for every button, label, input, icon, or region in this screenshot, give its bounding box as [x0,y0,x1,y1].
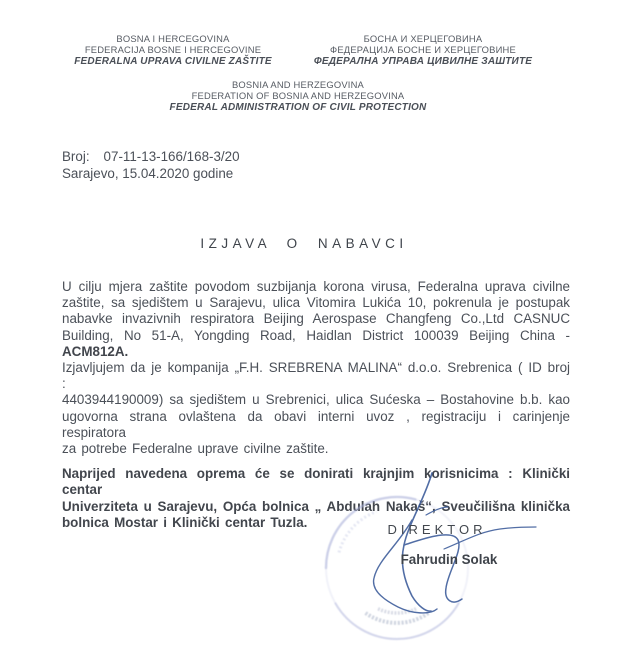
paragraph-declaration [62,360,570,457]
paragraph-line: zaštite, sa sjedištem u Sarajevu, ulica Vitomira Lukića 10, pokrenula je postupak [62,295,570,311]
header-english [168,79,428,114]
reference-number-value: 07-11-13-166/168-3/20 [103,149,240,164]
header-line: ФЕДЕРАЦИЈА БОСНЕ И ХЕРЦЕГОВИНЕ [330,44,516,56]
document-meta [62,149,240,183]
place-and-date: Sarajevo, 15.04.2020 godine [62,165,234,181]
header-line: FEDERALNA UPRAVA CIVILNE ZAŠTITE [74,56,272,68]
header-line: ФЕДЕРАЛНА УПРАВА ЦИВИЛНЕ ЗАШТИТЕ [313,56,533,68]
header-bosnian [43,33,303,68]
respirator-model: ACM812A. [62,343,129,359]
paragraph-line: Naprijed navedena oprema će se donirati krajnjim korisnicima : Klinički centar [62,466,570,498]
paragraph-line: nabavke invazivnih respiratora Beijing Aerospase Changfeng Co.,Ltd CASNUC [62,311,570,327]
paragraph-line: U cilju mjera zaštite povodom suzbijanja korona virusa, Federalna uprava civilne [62,279,570,294]
paragraph-line: Building, No 51-A, Yongding Road, Haidlan District 100039 Beijing China - [62,327,570,343]
header-cyrillic [293,33,553,68]
header-line: БОСНА И ХЕРЦЕГОВИНА [363,33,483,44]
header-line: FEDERATION OF BOSNIA AND HERZEGOVINA [191,90,405,102]
reference-number [62,149,240,166]
paragraph-line: 4403944190009) sa sjedištem u Srebrenici, ulica Sućeska – Bostahovine b.b. kao [62,392,570,408]
header-line: BOSNIA AND HERZEGOVINA [231,79,365,90]
paragraph-line: ugovorna strana ovlaštena da obavi interni uvoz , registraciju i carinjenje respiratora [62,408,570,440]
header-line: FEDERACIJA BOSNE I HERCEGOVINE [84,44,262,56]
paragraph-procurement [62,279,570,360]
header-line: BOSNA I HERCEGOVINA [116,33,230,44]
document-title: IZJAVA O NABAVCI [200,236,408,251]
signer-role: DIREKTOR [387,522,487,537]
reference-number-label: Broj: [62,149,90,164]
paragraph-line: Univerziteta u Sarajevu, Opća bolnica „ Abdulah Nakaš“, Sveučilišna klinička [62,498,570,514]
paragraph-line: Izjavljujem da je kompanija „F.H. SREBRENA MALINA“ d.o.o. Srebrenica ( ID broj : [62,360,570,392]
header-line: FEDERAL ADMINISTRATION OF CIVIL PROTECTION [169,102,427,114]
paragraph-line: bolnica Mostar i Klinički centar Tuzla. [62,514,308,530]
signer-name: Fahrudin Solak [400,552,498,567]
paragraph-line: za potrebe Federalne uprave civilne zaštite. [62,441,329,457]
